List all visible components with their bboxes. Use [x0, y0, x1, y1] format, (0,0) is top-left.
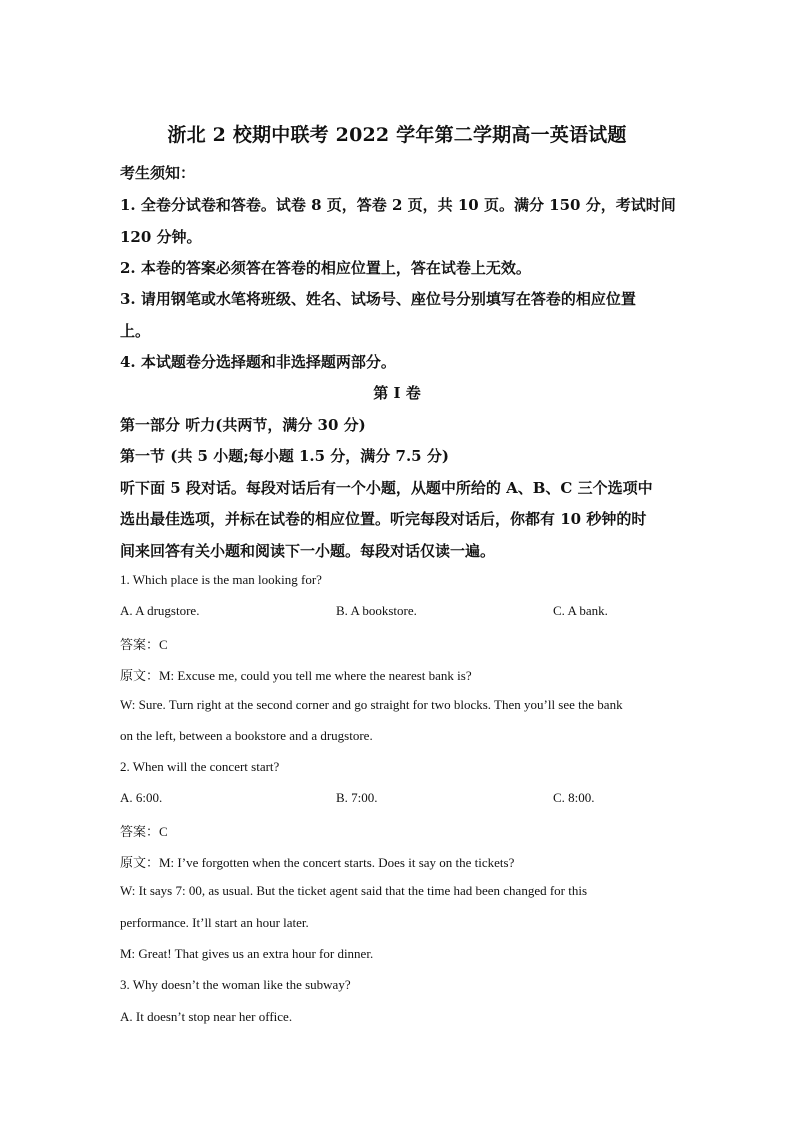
question-2: 2. When will the concert start? — [120, 759, 280, 774]
section-heading: 第一节 (共 5 小题;每小题 1.5 分，满分 7.5 分) — [120, 447, 449, 465]
q2-transcript-4: M: Great! That gives us an extra hour for dinner. — [120, 946, 374, 961]
question-1: 1. Which place is the man looking for? — [120, 572, 322, 587]
q2-transcript-1: 原文：M: I’ve forgotten when the concert starts. Does it say on the tickets? — [120, 855, 515, 870]
q1-transcript-1: 原文：M: Excuse me, could you tell me where the nearest bank is? — [120, 668, 472, 683]
q3-option-a: A. It doesn’t stop near her office. — [120, 1009, 293, 1024]
q1-transcript-3: on the left, between a bookstore and a drugstore. — [120, 728, 373, 743]
volume-heading: 第 I 卷 — [373, 384, 421, 402]
instructions-line-1: 听下面 5 段对话。每段对话后有一个小题，从题中所给的 A、B、C 三个选项中 — [120, 479, 653, 497]
q2-option-b: B. 7:00. — [336, 790, 378, 805]
q1-option-b: B. A bookstore. — [336, 603, 417, 618]
notice-4: 4. 本试题卷分选择题和非选择题两部分。 — [120, 353, 396, 371]
q2-answer: 答案：C — [120, 824, 168, 839]
notice-3-cont: 上。 — [120, 322, 151, 340]
q1-answer: 答案：C — [120, 637, 168, 652]
instructions-line-3: 间来回答有关小题和阅读下一小题。每段对话仅读一遍。 — [120, 542, 496, 560]
exam-title: 浙北 2 校期中联考 2022 学年第二学期高一英语试题 — [167, 124, 627, 146]
q1-transcript-2: W: Sure. Turn right at the second corner and go straight for two blocks. Then you’ll see the bank — [120, 697, 623, 712]
notice-2: 2. 本卷的答案必须答在答卷的相应位置上，答在试卷上无效。 — [120, 259, 531, 277]
notice-3: 3. 请用钢笔或水笔将班级、姓名、试场号、座位号分别填写在答卷的相应位置 — [120, 290, 636, 308]
question-3: 3. Why doesn’t the woman like the subway? — [120, 977, 351, 992]
q2-option-a: A. 6:00. — [120, 790, 163, 805]
q2-transcript-3: performance. It’ll start an hour later. — [120, 915, 309, 930]
part-heading: 第一部分 听力(共两节，满分 30 分) — [120, 416, 366, 434]
q1-option-c: C. A bank. — [553, 603, 608, 618]
instructions-line-2: 选出最佳选项，并标在试卷的相应位置。听完每段对话后，你都有 10 秒钟的时 — [120, 510, 647, 528]
notice-1-cont: 120 分钟。 — [120, 228, 202, 246]
q2-option-c: C. 8:00. — [553, 790, 595, 805]
q1-option-a: A. A drugstore. — [120, 603, 200, 618]
notice-1: 1. 全卷分试卷和答卷。试卷 8 页，答卷 2 页，共 10 页。满分 150 分，考试时间 — [120, 196, 676, 214]
q2-transcript-2: W: It says 7: 00, as usual. But the ticket agent said that the time had been changed for this — [120, 883, 588, 898]
notice-heading: 考生须知： — [120, 164, 196, 182]
